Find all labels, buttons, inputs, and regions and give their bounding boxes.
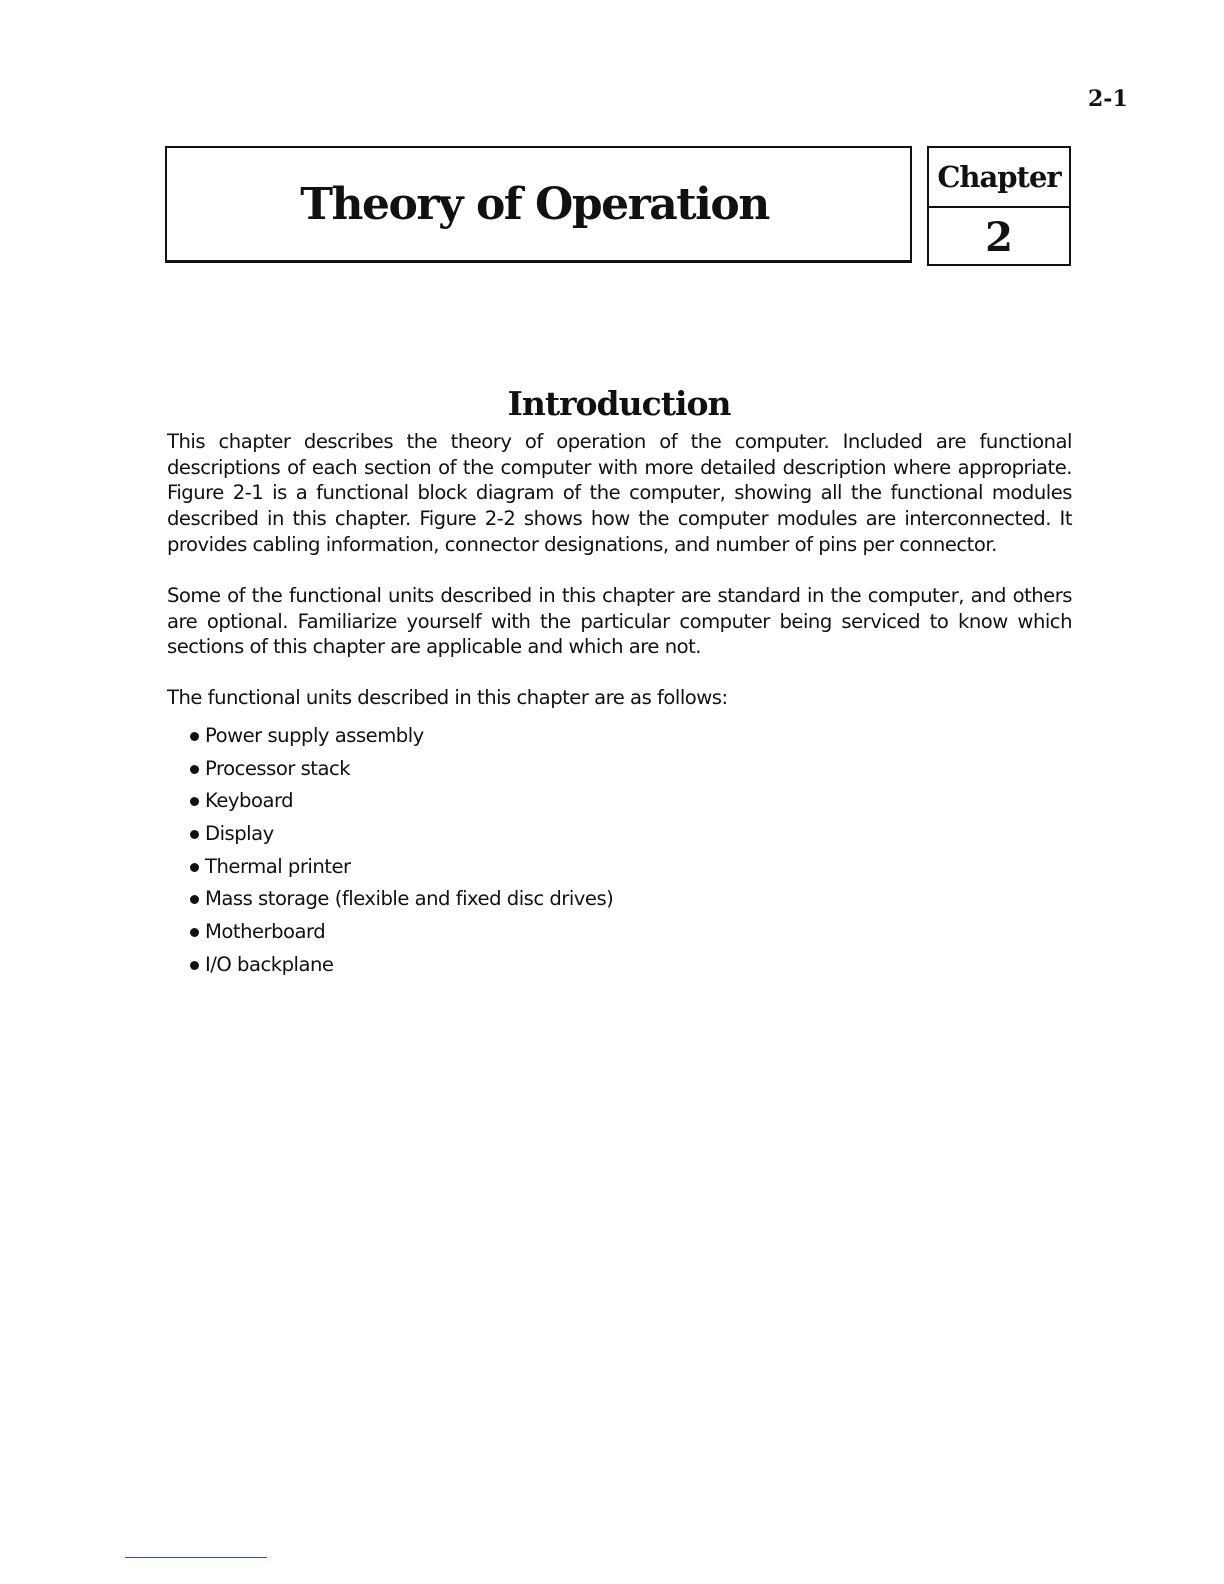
list-item <box>190 853 613 886</box>
chapter-label: Chapter <box>929 148 1069 208</box>
list-item-text: Power supply assembly <box>205 724 424 747</box>
list-item <box>190 755 613 788</box>
bullet-icon <box>190 863 199 872</box>
list-item-text: Display <box>205 822 274 846</box>
bullet-icon <box>190 765 199 774</box>
list-item <box>190 722 613 755</box>
bullet-icon <box>190 895 199 904</box>
intro-paragraph-2: Some of the functional units described in this chapter are standard in the computer, and others are optional. Familiarize yourself with the particular computer being serviced to know which sections of this chapter are applicable and which are not. <box>167 584 1072 659</box>
list-item-text: Thermal printer <box>205 854 351 878</box>
list-item-text: Keyboard <box>205 789 294 813</box>
footer-rule <box>125 1557 267 1558</box>
list-item-text: Motherboard <box>205 920 326 944</box>
bullet-icon <box>190 928 199 937</box>
intro-paragraph-1: This chapter describes the theory of operation of the computer. Included are functional descriptions of each section of the computer with more detailed description where appropriate. Figure 2-1 is a functional block diagram of the computer, showing all the functional modules described in this chapter. Figure 2-2 shows how the computer modules are interconnected. It provides cabling information, connector designations, and number of pins per connector. <box>167 430 1072 556</box>
functional-units-list <box>190 722 613 984</box>
list-item-text: Mass storage (flexible and fixed disc drives) <box>205 887 614 911</box>
list-item <box>190 951 613 984</box>
intro-paragraph-3: The functional units described in this chapter are as follows: <box>167 686 728 709</box>
chapter-title: Theory of Operation <box>300 178 769 230</box>
list-item <box>190 885 613 918</box>
list-item-text: I/O backplane <box>205 952 334 976</box>
page-number: 2-1 <box>1088 86 1128 112</box>
list-item <box>190 820 613 853</box>
bullet-icon <box>190 732 199 741</box>
list-item <box>190 787 613 820</box>
bullet-icon <box>190 797 199 806</box>
chapter-number-box <box>927 146 1071 266</box>
chapter-number: 2 <box>985 213 1013 261</box>
bullet-icon <box>190 830 199 839</box>
list-item-text: Processor stack <box>205 756 351 780</box>
section-heading: Introduction <box>507 384 731 423</box>
list-item <box>190 918 613 951</box>
bullet-icon <box>190 961 199 970</box>
chapter-title-box <box>165 146 912 263</box>
